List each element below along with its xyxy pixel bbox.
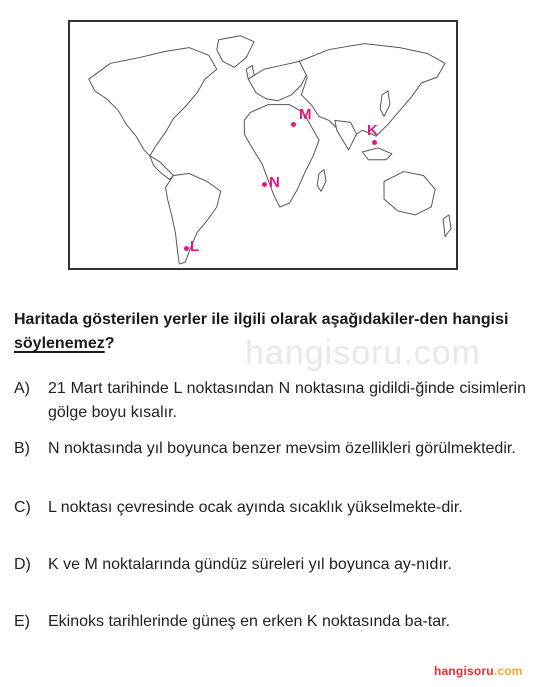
option-d-text: K ve M noktalarında gündüz süreleri yıl boyunca ay-nıdır. <box>48 556 452 573</box>
indonesia-shape <box>362 148 392 160</box>
question-underlined-word: söylenemez <box>14 335 105 352</box>
brand-logo <box>434 664 523 678</box>
option-b[interactable] <box>14 437 526 461</box>
marker-n-label: N <box>269 174 280 191</box>
option-e-label: E) <box>14 613 30 630</box>
option-b-text: N noktasında yıl boyunca benzer mevsim özellikleri görülmektedir. <box>48 440 516 457</box>
brand-name: hangisoru <box>434 664 494 678</box>
marker-k-label: K <box>367 122 378 139</box>
marker-m-label: M <box>299 106 312 123</box>
option-d[interactable] <box>14 553 526 577</box>
option-a-text: 21 Mart tarihinde L noktasından N noktasına gidildi-ğinde cisimlerin gölge boyu kısalır. <box>48 380 526 421</box>
europe-shape <box>248 61 307 100</box>
option-b-label: B) <box>14 440 30 457</box>
brand-suffix: .com <box>493 664 523 678</box>
question-text <box>14 308 524 356</box>
central-america-shape <box>150 156 174 180</box>
option-c[interactable] <box>14 496 526 520</box>
marker-m-dot <box>291 122 296 127</box>
madagascar-shape <box>317 170 326 192</box>
world-map-svg <box>70 22 456 268</box>
option-d-label: D) <box>14 556 31 573</box>
marker-l-label: L <box>190 238 200 255</box>
option-a[interactable] <box>14 377 526 425</box>
new-zealand-shape <box>443 215 451 237</box>
option-e[interactable] <box>14 610 526 634</box>
marker-l-dot <box>184 246 189 251</box>
option-e-text: Ekinoks tarihlerinde güneş en erken K noktasında ba-tar. <box>48 613 451 630</box>
watermark-text: hangisoru.com <box>245 334 482 372</box>
option-c-label: C) <box>14 499 31 516</box>
north-america-shape <box>89 48 217 156</box>
greenland-shape <box>217 36 254 67</box>
world-map <box>68 20 458 270</box>
option-c-text: L noktası çevresinde ocak ayında sıcaklık yükselmekte-dir. <box>48 499 463 516</box>
marker-k-dot <box>372 140 377 145</box>
marker-n-dot <box>262 182 267 187</box>
question-text-after: ? <box>104 335 115 352</box>
option-a-label: A) <box>14 380 30 397</box>
question-text-before: Haritada gösterilen yerler ile ilgili olarak aşağıdakiler-den hangisi <box>14 311 509 328</box>
australia-shape <box>384 172 435 215</box>
